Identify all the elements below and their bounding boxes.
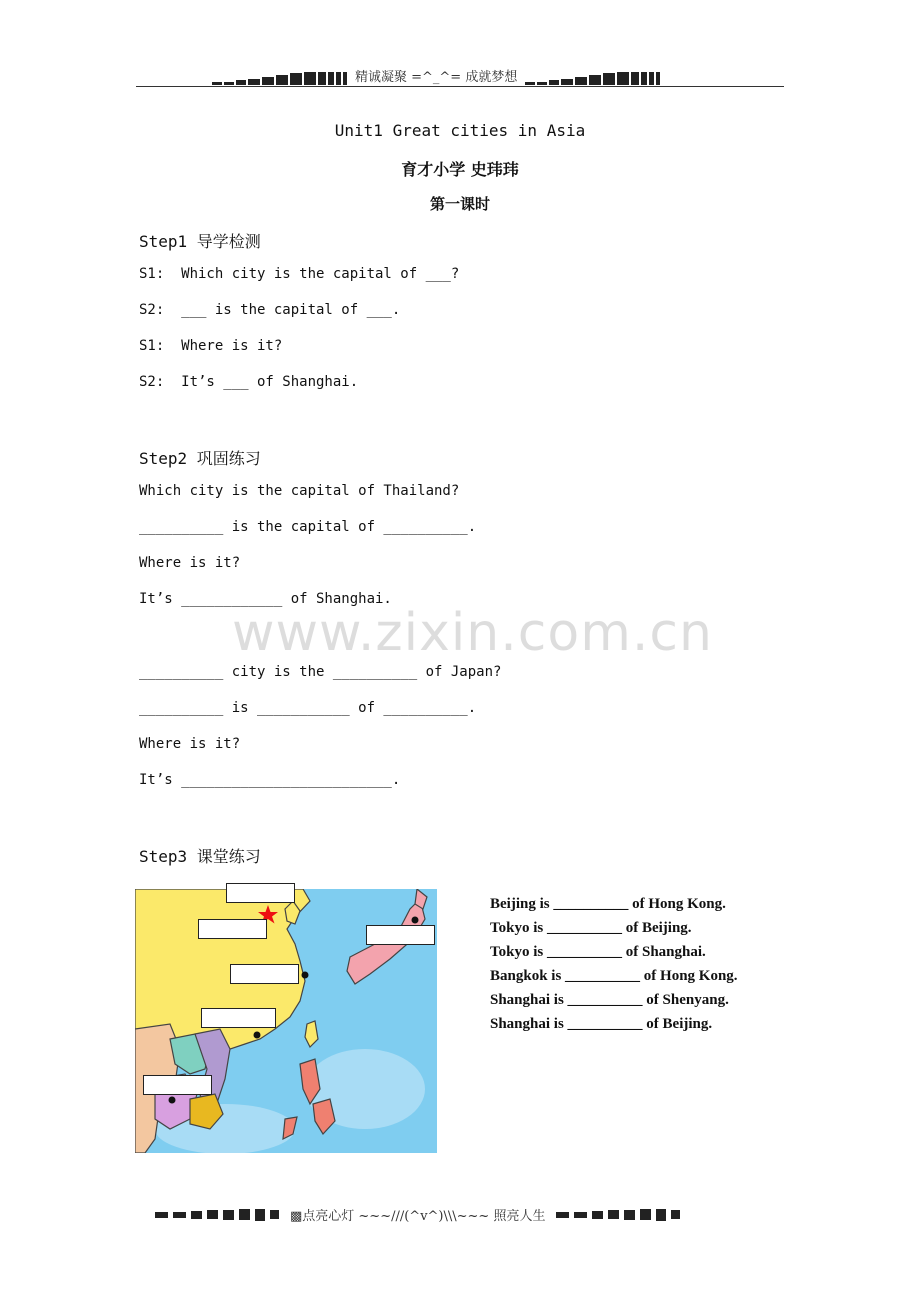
map-label-box-beijing[interactable]: [198, 919, 267, 939]
step1-line: S2: ___ is the capital of ___.: [139, 302, 401, 318]
exercise-line: Shanghai is __________ of Shenyang.: [490, 992, 729, 1008]
step2-line: Which city is the capital of Thailand?: [139, 483, 460, 499]
watermark: www.zixin.com.cn: [232, 603, 713, 663]
step2-line: It’s ____________ of Shanghai.: [139, 591, 392, 607]
map-label-box-tokyo[interactable]: [366, 925, 435, 945]
exercise-line: Beijing is __________ of Hong Kong.: [490, 896, 726, 912]
step2-line: Where is it?: [139, 555, 241, 571]
lesson-label: 第一课时: [429, 195, 490, 213]
step2-line: It’s _________________________.: [139, 772, 401, 788]
city-dot: [302, 972, 309, 979]
city-dot: [169, 1097, 176, 1104]
step1-heading: Step1 导学检测: [139, 232, 261, 251]
page-header: [136, 62, 784, 87]
step2-line: Where is it?: [139, 736, 241, 752]
city-dot: [412, 917, 419, 924]
exercise-line: Tokyo is __________ of Shanghai.: [490, 944, 706, 960]
step2-line: __________ is the capital of __________.: [139, 519, 477, 535]
asia-map: [135, 889, 437, 1153]
exercise-line: Shanghai is __________ of Beijing.: [490, 1016, 713, 1032]
map-label-box-shenyang[interactable]: [226, 883, 295, 903]
city-dot: [254, 1032, 261, 1039]
step1-line: S1: Which city is the capital of ___?: [139, 266, 460, 282]
document-title: Unit1 Great cities in Asia: [334, 121, 586, 140]
footer-text: ▩点亮心灯 ~~~///(^v^)\\\~~~ 照亮人生: [290, 1209, 546, 1224]
step1-line: S1: Where is it?: [139, 338, 283, 354]
step3-heading: Step3 课堂练习: [139, 847, 261, 866]
step2-heading: Step2 巩固练习: [139, 449, 261, 468]
header-text: 精诚凝聚 =^_^= 成就梦想: [355, 70, 518, 85]
map-label-box-bangkok[interactable]: [143, 1075, 212, 1095]
map-label-box-shanghai[interactable]: [230, 964, 299, 984]
exercise-line: Tokyo is __________ of Beijing.: [490, 920, 692, 936]
exercise-line: Bangkok is __________ of Hong Kong.: [490, 968, 738, 984]
author-line: 育才小学 史玮玮: [401, 160, 519, 179]
map-label-box-hong-kong[interactable]: [201, 1008, 276, 1028]
step2-line: __________ is ___________ of __________.: [139, 700, 477, 716]
step1-line: S2: It’s ___ of Shanghai.: [139, 374, 359, 390]
step2-line: __________ city is the __________ of Japan?: [139, 664, 502, 680]
page-footer: [155, 1205, 775, 1224]
